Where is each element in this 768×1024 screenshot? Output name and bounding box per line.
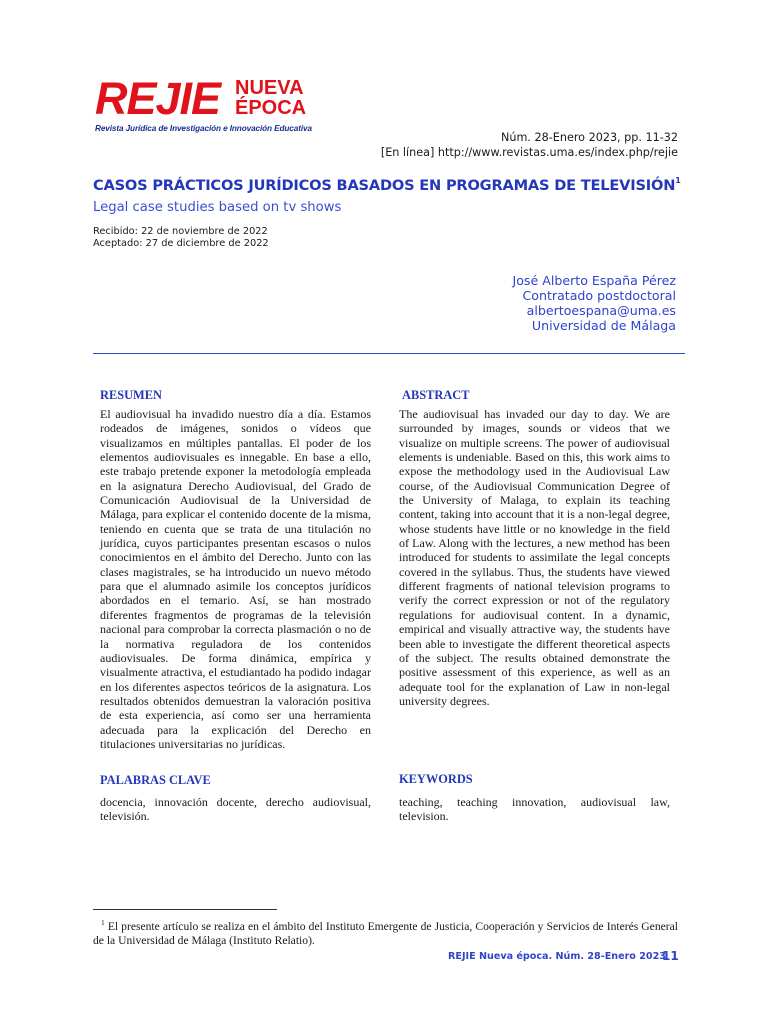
logo-edition-line1: NUEVA xyxy=(235,77,304,99)
resumen-text: El audiovisual ha invadido nuestro día a día. Estamos rodeados de imágenes, sonidos o vídeos que visualizamos en múltiples pantallas. El poder de los elementos audiovisuales es innegable. En base a ello, este trabajo pretende exponer la metodología empleada en la asignatura Derecho Audiovisual, del Grado de Comunicación Audiovisual de la Universidad de Málaga, para explicar el contenido docente de la misma, teniendo en cuenta que se trata de una titulación no jurídica, cuyos participantes presentan escasos o nulos conocimientos en el ámbito del Derecho. Junto con las clases magistrales, se ha introducido un nuevo método para que el alumnado asimile los conceptos jurídicos abordados en el temario. Así, se han mostrado diferentes fragmentos de programas de la televisión nacional para comprobar la correcta plasmación o no de la normativa reguladora de los contenidos audiovisuales. De forma dinámica, empírica y visualmente atractiva, el estudiantado ha podido indagar en los diferentes aspectos teóricos de la asignatura. Los resultados obtenidos demuestran la valoración positiva de esta experiencia, así como ser una herramienta adecuada para la explicación del Derecho en titulaciones universitarias no jurídicas. xyxy=(100,407,371,751)
title-footnote-mark[interactable]: 1 xyxy=(675,176,681,185)
palabras-clave-heading: PALABRAS CLAVE xyxy=(100,773,211,787)
author-name: José Alberto España Pérez xyxy=(512,273,676,288)
author-email[interactable]: albertoespana@uma.es xyxy=(526,303,676,318)
journal-logo-edition xyxy=(235,78,306,118)
issue-online-url[interactable]: [En línea] http://www.revistas.uma.es/index.php/rejie xyxy=(380,146,678,159)
issue-number-pages: Núm. 28-Enero 2023, pp. 11-32 xyxy=(501,131,678,144)
received-date: Recibido: 22 de noviembre de 2022 xyxy=(93,226,268,237)
accepted-date: Aceptado: 27 de diciembre de 2022 xyxy=(93,238,269,249)
resumen-heading: RESUMEN xyxy=(100,388,162,402)
footnote xyxy=(93,916,678,949)
journal-logo-subtitle: Revista Jurídica de Investigación e Innovación Educativa xyxy=(95,124,312,133)
palabras-clave-text: docencia, innovación docente, derecho audiovisual, televisión. xyxy=(100,795,371,824)
keywords-text: teaching, teaching innovation, audiovisual law, television. xyxy=(399,795,670,824)
footnote-mark: 1 xyxy=(101,918,105,927)
keywords-heading: KEYWORDS xyxy=(399,772,473,786)
footer-journal: REJIE Nueva época. Núm. 28-Enero 2023 xyxy=(448,951,666,962)
author-position: Contratado postdoctoral xyxy=(522,288,676,303)
article-title xyxy=(93,176,681,194)
author-affiliation: Universidad de Málaga xyxy=(531,318,676,333)
footnote-rule xyxy=(93,909,277,910)
page-number: 11 xyxy=(662,949,679,963)
abstract-text: The audiovisual has invaded our day to day. We are surrounded by images, sounds or videos that we visualize on multiple screens. The power of audiovisual elements is undeniable. Based on this, this work aims to expose the methodology used in the Audiovisual Law course, of the Audiovisual Communication Degree of the University of Malaga, to explain its teaching content, taking into account that it is a non-legal degree, whose students have little or no knowledge in the field of Law. Along with the lectures, a new method has been introduced for students to assimilate the legal concepts covered in the syllabus. Thus, the students have viewed different fragments of national television programs to verify the correct expression or not of the regulatory regulations for audiovisual content. In a dynamic, empirical and visually attractive way, the students have been able to investigate the different theoretical aspects of the subject. The results obtained demonstrate the positive assessment of this experience, as well as an adequate tool for the explanation of Law in non-legal university degrees. xyxy=(399,407,670,708)
article-title-text: CASOS PRÁCTICOS JURÍDICOS BASADOS EN PROGRAMAS DE TELEVISIÓN xyxy=(93,177,676,194)
logo-edition-line2: ÉPOCA xyxy=(235,97,307,119)
footnote-text: El presente artículo se realiza en el ámbito del Instituto Emergente de Justicia, Cooperación y Servicios de Interés General de la Universidad de Málaga (Instituto Relatio). xyxy=(93,920,678,948)
article-subtitle: Legal case studies based on tv shows xyxy=(93,200,342,215)
abstract-heading: ABSTRACT xyxy=(402,388,470,402)
journal-logo-name: REJIE xyxy=(95,73,221,124)
header-divider xyxy=(93,353,685,354)
